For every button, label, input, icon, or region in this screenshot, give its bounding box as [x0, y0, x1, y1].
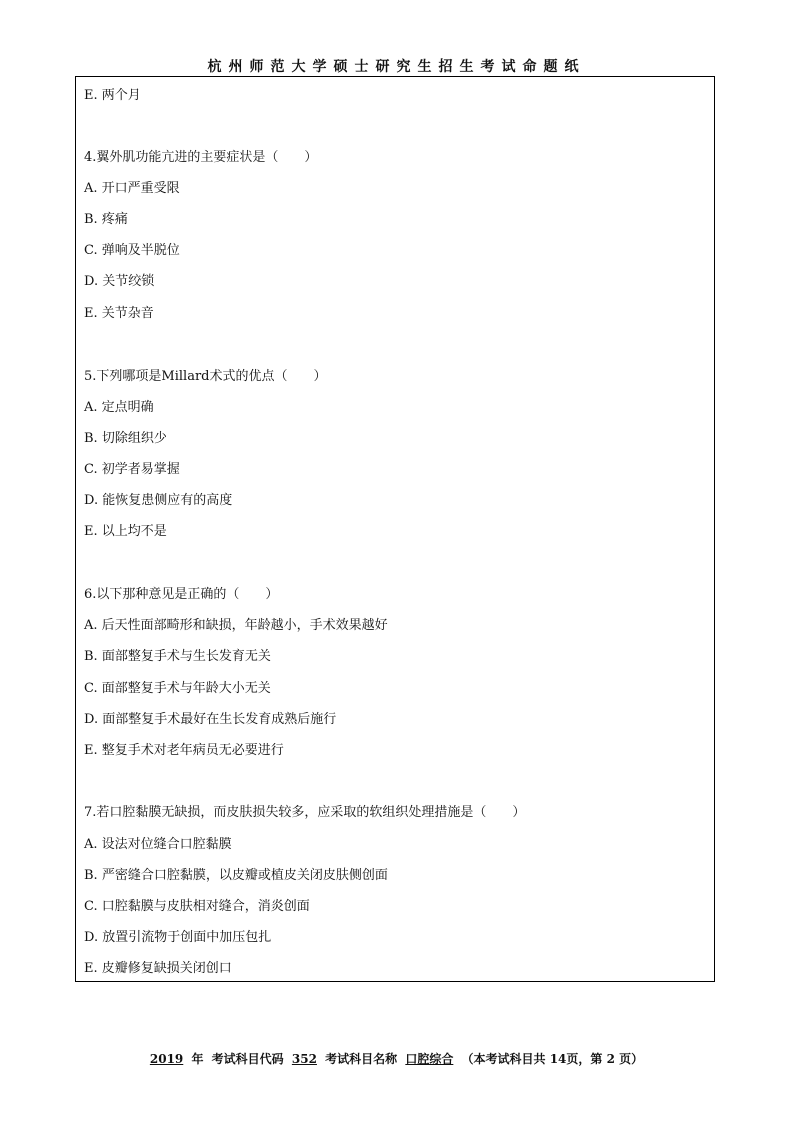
option-d-q6: D. 面部整复手术最好在生长发育成熟后施行: [84, 712, 337, 727]
exam-year: 2019: [149, 1052, 184, 1066]
subject-name: 口腔综合: [405, 1052, 454, 1066]
option-b-q6: B. 面部整复手术与生长发育无关: [84, 649, 271, 664]
option-b-q7: B. 严密缝合口腔黏膜，以皮瓣或植皮关闭皮肤侧创面: [84, 868, 388, 883]
exam-paper-header: 杭州师范大学硕士研究生招生考试命题纸: [207, 59, 586, 75]
option-e-q6: E. 整复手术对老年病员无必要进行: [84, 743, 284, 758]
question-4: 4.翼外肌功能亢进的主要症状是（ ）: [84, 150, 318, 165]
page-footer: [0, 1050, 793, 1067]
page-count: （本考试科目共 14页，第 2 页）: [461, 1052, 644, 1066]
question-6: 6.以下那种意见是正确的（ ）: [84, 587, 279, 602]
option-c-q4: C. 弹响及半脱位: [84, 243, 180, 258]
option-e-q5: E. 以上均不是: [84, 524, 167, 539]
question-5: 5.下列哪项是Millard术式的优点（ ）: [84, 369, 327, 384]
option-b-q4: B. 疼痛: [84, 212, 128, 227]
subject-code-label: 考试科目代码: [211, 1052, 284, 1066]
option-c-q5: C. 初学者易掌握: [84, 462, 180, 477]
option-b-q5: B. 切除组织少: [84, 431, 167, 446]
option-d-q4: D. 关节绞锁: [84, 274, 155, 289]
option-c-q6: C. 面部整复手术与年龄大小无关: [84, 681, 271, 696]
year-label: 年: [191, 1052, 204, 1066]
option-e-q3: E. 两个月: [84, 88, 141, 103]
option-a-q6: A. 后天性面部畸形和缺损，年龄越小，手术效果越好: [84, 618, 388, 633]
option-e-q7: E. 皮瓣修复缺损关闭创口: [84, 961, 232, 976]
option-a-q5: A. 定点明确: [84, 400, 154, 415]
option-e-q4: E. 关节杂音: [84, 306, 154, 321]
option-c-q7: C. 口腔黏膜与皮肤相对缝合，消炎创面: [84, 899, 310, 914]
option-a-q4: A. 开口严重受限: [84, 181, 180, 196]
subject-name-label: 考试科目名称: [325, 1052, 398, 1066]
subject-code: 352: [291, 1052, 317, 1066]
option-a-q7: A. 设法对位缝合口腔黏膜: [84, 837, 232, 852]
option-d-q5: D. 能恢复患侧应有的高度: [84, 493, 233, 508]
question-7: 7.若口腔黏膜无缺损，而皮肤损失较多，应采取的软组织处理措施是（ ）: [84, 805, 526, 820]
option-d-q7: D. 放置引流物于创面中加压包扎: [84, 930, 272, 945]
